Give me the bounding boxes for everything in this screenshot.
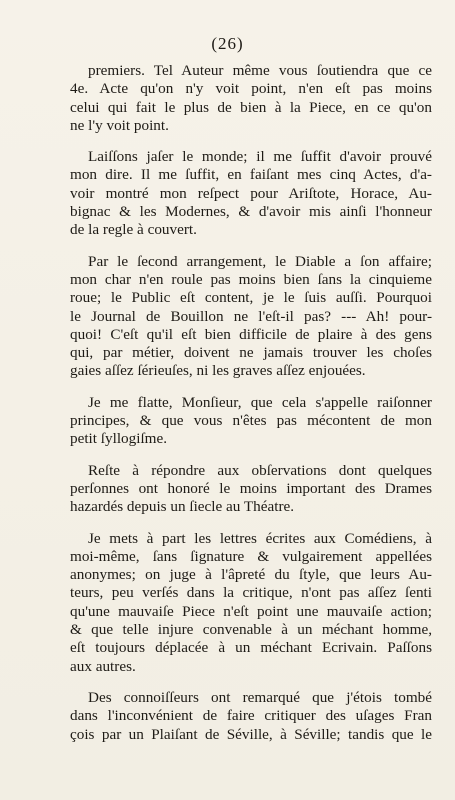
text-line: bignac & les Modernes, & d'avoir mis ainſi l'honneur xyxy=(70,203,432,221)
page-number: (26) xyxy=(211,34,244,53)
text-line: roue; le Public eſt content, je le ſuis auſſi. Pourquoi xyxy=(70,289,432,307)
text-line: perſonnes ont honoré le moins important des Drames xyxy=(70,479,432,497)
text-line: ne l'y voit point. xyxy=(70,116,169,134)
text-line: Reſte à répondre aux obſervations dont quelques xyxy=(88,461,432,479)
text-line: principes, & que vous n'êtes pas mécontent de mon xyxy=(70,412,432,430)
text-line: Des connoiſſeurs ont remarqué que j'étois tombé xyxy=(88,688,432,706)
text-line: mon dire. Il me ſuffit, en faiſant mes cinq Actes, d'a- xyxy=(70,166,432,184)
text-line: Par le ſecond arrangement, le Diable a ſon affaire; xyxy=(88,252,432,270)
text-line: aux autres. xyxy=(70,657,136,675)
text-line: qui, par métier, doivent ne jamais trouver les choſes xyxy=(70,344,432,362)
text-line: çois par un Plaiſant de Séville, à Séville; tandis que le xyxy=(70,725,432,743)
body-text xyxy=(70,62,432,757)
paragraph xyxy=(70,689,432,744)
text-line: moi-même, ſans ſignature & vulgairement appellées xyxy=(70,547,432,565)
text-line: dans l'inconvénient de faire critiquer des uſages Fran xyxy=(70,707,432,725)
text-line: mon char n'en roule pas moins bien ſans la cinquieme xyxy=(70,270,432,288)
text-line: 4e. Acte qu'on n'y voit point, n'en eſt pas moins xyxy=(70,80,432,98)
paragraph xyxy=(70,148,432,239)
text-line: voir montré mon reſpect pour Ariſtote, Horace, Au- xyxy=(70,184,432,202)
text-line: gaies aſſez ſérieuſes, ni les graves aſſez enjouées. xyxy=(70,362,366,380)
text-line: le Journal de Bouillon ne l'eſt-il pas? --- Ah! pour- xyxy=(70,307,432,325)
text-line: qu'une mauvaiſe Piece n'eſt point une mauvaiſe action; xyxy=(70,602,432,620)
paragraph xyxy=(70,62,432,135)
text-line: Je mets à part les lettres écrites aux Comédiens, à xyxy=(88,529,432,547)
paragraph xyxy=(70,462,432,517)
text-line: anonymes; on juge à l'âpreté du ſtyle, que leurs Au- xyxy=(70,566,432,584)
paragraph xyxy=(70,394,432,449)
text-line: teurs, peu verſés dans la critique, n'ont pas aſſez ſenti xyxy=(70,584,432,602)
text-line: hazardés depuis un ſiecle au Théatre. xyxy=(70,498,295,516)
paragraph xyxy=(70,253,432,381)
text-line: quoi! C'eſt qu'il eſt bien difficile de plaire à des gens xyxy=(70,325,432,343)
text-line: celui qui fait le plus de bien à la Piece, en ce qu'on xyxy=(70,98,432,116)
text-line: Laiſſons jaſer le monde; il me ſuffit d'avoir prouvé xyxy=(88,148,432,166)
paragraph xyxy=(70,530,432,676)
text-line: eſt toujours déplacée à un méchant Ecrivain. Paſſons xyxy=(70,639,432,657)
text-line: & que telle injure convenable à un méchant homme, xyxy=(70,621,432,639)
text-line: Je me flatte, Monſieur, que cela s'appelle raiſonner xyxy=(88,393,432,411)
text-line: petit ſyllogiſme. xyxy=(70,430,168,448)
text-line: de la regle à couvert. xyxy=(70,221,197,239)
text-line: premiers. Tel Auteur même vous ſoutiendra que ce xyxy=(88,62,432,79)
